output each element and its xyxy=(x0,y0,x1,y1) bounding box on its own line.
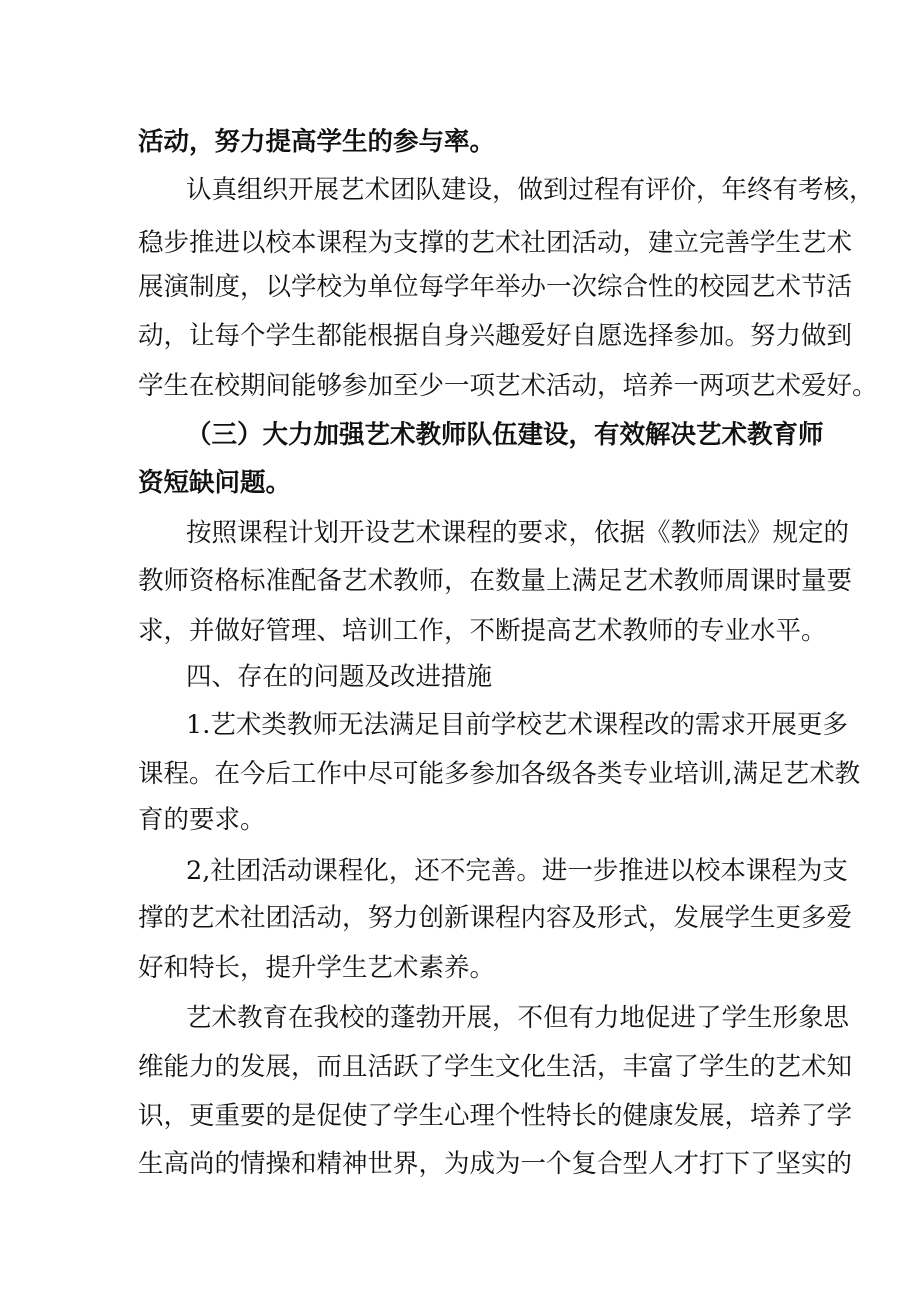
paragraph-line: 撑的艺术社团活动，努力创新课程内容及形式，发展学生更多爱 xyxy=(138,903,853,933)
paragraph-line: 展演制度，以学校为单位每学年举办一次综合性的校园艺术节活 xyxy=(138,272,853,302)
paragraph-line: 1.艺术类教师无法满足目前学校艺术课程改的需求开展更多 xyxy=(186,710,848,740)
paragraph-line: 学生在校期间能够参加至少一项艺术活动，培养一两项艺术爱好。 xyxy=(138,371,878,401)
section-heading: （三）大力加强艺术教师队伍建设，有效解决艺术教育师 xyxy=(186,420,824,450)
paragraph-line: 稳步推进以校本课程为支撑的艺术社团活动，建立完善学生艺术 xyxy=(138,228,853,258)
paragraph-line: 2,社团活动课程化，还不完善。进一步推进以校本课程为支 xyxy=(186,856,848,886)
paragraph-line: 按照课程计划开设艺术课程的要求，依据《教师法》规定的 xyxy=(186,518,850,548)
paragraph-line: 艺术教育在我校的蓬勃开展，不但有力地促进了学生形象思 xyxy=(186,1003,850,1033)
paragraph-line: 动，让每个学生都能根据自身兴趣爱好自愿选择参加。努力做到 xyxy=(138,321,853,351)
paragraph-line: 识，更重要的是促使了学生心理个性特长的健康发展，培养了学 xyxy=(138,1101,853,1131)
paragraph-line: 维能力的发展，而且活跃了学生文化生活，丰富了学生的艺术知 xyxy=(138,1052,853,1082)
paragraph-line: 育的要求。 xyxy=(138,805,266,835)
paragraph-line: 好和特长，提升学生艺术素养。 xyxy=(138,953,496,983)
section-heading: 资短缺问题。 xyxy=(138,468,292,498)
paragraph-line: 生高尚的情操和精神世界，为成为一个复合型人才打下了坚实的 xyxy=(138,1149,853,1179)
section-heading: 四、存在的问题及改进措施 xyxy=(186,662,493,692)
paragraph-line: 求，并做好管理、培训工作，不断提高艺术教师的专业水平。 xyxy=(138,616,827,646)
paragraph-line: 活动，努力提高学生的参与率。 xyxy=(138,127,496,157)
paragraph-line: 课程。在今后工作中尽可能多参加各级各类专业培训,满足艺术教 xyxy=(138,759,861,789)
paragraph-line: 认真组织开展艺术团队建设，做到过程有评价，年终有考核， xyxy=(186,175,875,205)
paragraph-line: 教师资格标准配备艺术教师，在数量上满足艺术教师周课时量要 xyxy=(138,566,853,596)
